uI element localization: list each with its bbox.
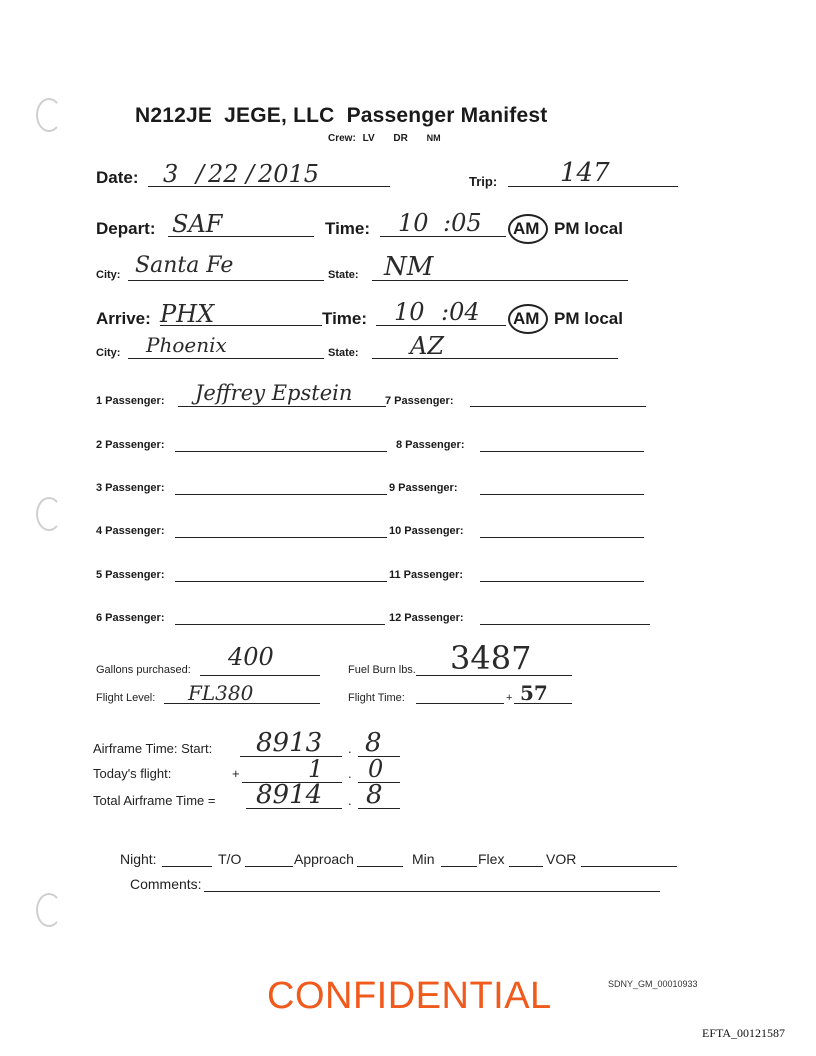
fuel-burn-value: 3487 [450,639,532,677]
passenger-8-line [480,451,644,452]
trip-label: Trip: [469,174,498,189]
doc-type: Passenger Manifest [346,104,548,127]
crew-member: NM [426,133,441,143]
today-flight-dec: 0 [368,755,384,783]
passenger-10-line [480,537,644,538]
passenger-9-line [480,494,644,495]
arrive-state-line [372,358,618,359]
date-year: 2015 [258,160,320,188]
arrive-time-label: Time: [322,309,368,328]
passenger-11-label: 11 Passenger: [389,569,463,581]
today-flight-whole: 1 [308,755,324,783]
min-label: Min [412,851,435,867]
total-airframe-whole: 8914 [256,780,323,810]
depart-airport: SAF [172,210,223,238]
arrive-city: Phoenix [146,333,227,357]
flight-time-prefix: + [506,692,513,704]
approach-line [357,866,403,867]
arrive-city-line [128,358,324,359]
arrive-minute: :04 [441,298,480,326]
crew-member: LV [362,133,375,144]
arrive-am: AM [513,309,540,328]
fuel-burn-label: Fuel Burn lbs. [348,664,416,676]
comments-line [204,891,660,892]
passenger-4-label: 4 Passenger: [96,525,165,537]
flight-time-value: 57 [520,681,548,705]
punch-hole-bottom [36,893,62,927]
trip-value: 147 [560,158,610,188]
arrive-state: AZ [410,332,445,360]
passenger-5-line [175,581,387,582]
depart-hour: 10 [398,209,429,237]
vor-label: VOR [546,851,577,867]
bates-number-small: SDNY_GM_00010933 [608,979,698,989]
date-sep: / [196,160,205,188]
passenger-6-label: 6 Passenger: [96,612,165,624]
passenger-1-line [178,406,386,407]
passenger-7-label: 7 Passenger: [385,395,454,407]
flight-level-label: Flight Level: [96,692,156,704]
airframe-start-dec: 8 [365,728,382,758]
passenger-1-name: Jeffrey Epstein [195,381,353,405]
depart-city-line [128,280,324,281]
passenger-3-label: 3 Passenger: [96,482,165,494]
depart-state-label: State: [328,269,359,281]
depart-minute: :05 [443,209,482,237]
night-line [162,866,212,867]
depart-time-label: Time: [325,219,371,238]
bates-number-large: EFTA_00121587 [702,1026,786,1040]
gallons-value: 400 [228,643,274,671]
passenger-11-line [480,581,644,582]
depart-am: AM [513,219,540,238]
passenger-2-line [175,451,387,452]
vor-line [581,866,677,867]
gallons-label: Gallons purchased: [96,664,191,676]
total-airframe-dot: . [348,793,352,808]
gallons-line [200,675,320,676]
passenger-8-label: 8 Passenger: [396,439,465,451]
to-label: T/O [218,851,242,867]
flex-label: Flex [478,851,505,867]
date-day: 22 [208,160,239,188]
depart-city-label: City: [96,269,121,281]
passenger-7-line [470,406,646,407]
airframe-start-label: Airframe Time: Start: [93,741,213,756]
arrive-hour: 10 [394,298,425,326]
arrive-pm-local: PM local [554,309,623,328]
approach-label: Approach [294,851,354,867]
flight-level-value: FL380 [188,681,254,705]
crew-member: DR [393,133,408,144]
passenger-12-line [480,624,650,625]
page-title [135,104,547,128]
tail-number: N212JE [135,104,213,127]
flex-line [509,866,543,867]
today-flight-prefix: + [232,766,240,781]
arrive-city-label: City: [96,347,121,359]
company-name: JEGE, LLC [224,104,335,127]
depart-state: NM [384,252,434,282]
airframe-start-dot: . [348,741,352,756]
min-line [441,866,477,867]
depart-city: Santa Fe [135,253,234,278]
today-flight-dot: . [348,766,352,781]
passenger-2-label: 2 Passenger: [96,439,165,451]
crew-line [328,133,441,144]
punch-hole-top [36,98,62,132]
date-sep: / [246,160,255,188]
depart-label: Depart: [96,219,156,238]
depart-pm-local: PM local [554,219,623,238]
passenger-5-label: 5 Passenger: [96,569,165,581]
arrive-label: Arrive: [96,309,151,328]
crew-label: Crew: [328,133,356,144]
passenger-9-label: 9 Passenger: [389,482,458,494]
total-airframe-label: Total Airframe Time = [93,793,216,808]
passenger-6-line [175,624,385,625]
today-flight-label: Today's flight: [93,766,172,781]
passenger-4-line [175,537,387,538]
date-label: Date: [96,168,139,187]
flight-time-line [416,703,504,704]
passenger-12-label: 12 Passenger: [389,612,464,624]
date-month: 3 [163,160,179,188]
night-label: Night: [120,851,157,867]
arrive-airport: PHX [160,300,215,328]
passenger-3-line [175,494,387,495]
passenger-10-label: 10 Passenger: [389,525,464,537]
passenger-1-label: 1 Passenger: [96,395,165,407]
comments-label: Comments: [130,876,202,892]
total-airframe-dec: 8 [366,780,383,810]
confidential-stamp: CONFIDENTIAL [267,975,552,1017]
arrive-state-label: State: [328,347,359,359]
punch-hole-middle [36,497,62,531]
airframe-start-whole: 8913 [256,728,323,758]
flight-time-label: Flight Time: [348,692,405,704]
to-line [245,866,293,867]
